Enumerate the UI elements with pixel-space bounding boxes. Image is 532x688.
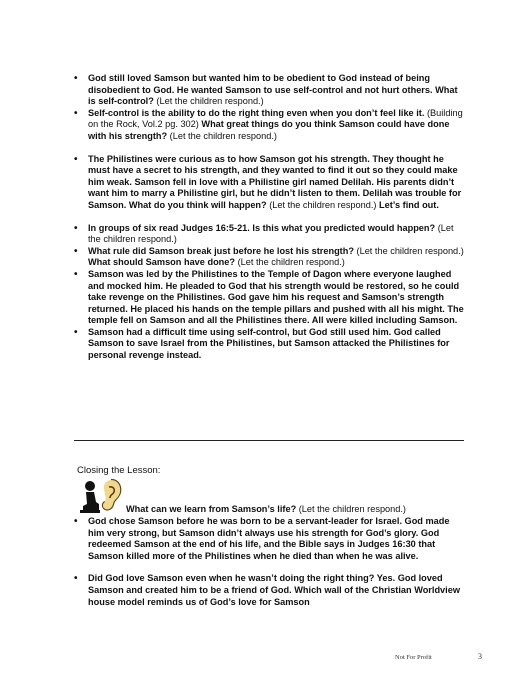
list-item: • In groups of six read Judges 16:5-21. Is this what you predicted would happen? (Let the children respond.) [74,223,464,246]
kneeling-child-icon [80,480,100,514]
ear-icon [100,478,122,512]
list-item: • Did God love Samson even when he wasn’t doing the right thing? Yes. God loved Samson and created him to be a friend of God. Which wall of the Christian Worldview house model reminds us of God’s love for Samson [74,573,464,608]
list-item: • Samson had a difficult time using self-control, but God still used him. God called Samson to save Israel from the Philistines, but Samson attacked the Philistines for personal revenge instead. [74,327,464,362]
list-item: • The Philistines were curious as to how Samson got his strength. They thought he must have a secret to his strength, and they wanted to find it out so they could make him weak. Samson fell in love with a Philistine girl named Delilah. His parents didn’t want him to marry a Philistine girl, but he didn’t listen to them. Delilah was trouble for Samson. What do you think will happen? (Let the children respond.) Let’s find out. [74,154,464,212]
list-item: • What rule did Samson break just before he lost his strength? (Let the children respond.) What should Samson have done? (Let the children respond.) [74,246,464,269]
closing-bullets [74,516,464,608]
list-item: • Samson was led by the Philistines to the Temple of Dagon where everyone laughed and mocked him. He pleaded to God that his strength would be restored, so he could take revenge on the Philistines. God gave him his request and Samson’s strength returned. He placed his hands on the temple pillars and pushed with all his might. The temple fell on Samson and all the Philistines there. All were killed including Samson. [74,269,464,327]
closing-question: What can we learn from Samson’s life? (Let the children respond.) [126,504,406,514]
section-divider [74,440,464,441]
closing-heading: Closing the Lesson: [77,465,161,476]
page-number: 3 [478,652,482,661]
list-item: • Self-control is the ability to do the right thing even when you don’t feel like it. (Building on the Rock, Vol.2 pg. 302) What great things do you think Samson could have done with his strength? (Let the children respond.) [74,108,464,143]
list-item: • God still loved Samson but wanted him to be obedient to God instead of being disobedient to God. He wanted Samson to use self-control and not hurt others. What is self-control? (Let the children respond.) [74,73,464,108]
list-item: • God chose Samson before he was born to be a servant-leader for Israel. God made him very strong, but Samson didn’t always use his strength for God’s glory. God redeemed Samson at the end of his life, and the Bible says in Judges 16:30 that Samson killed more of the Philistines when he died than when he was alive. [74,516,464,562]
lesson-bullets [74,73,464,362]
footer-text: Not For Profit [395,654,432,661]
